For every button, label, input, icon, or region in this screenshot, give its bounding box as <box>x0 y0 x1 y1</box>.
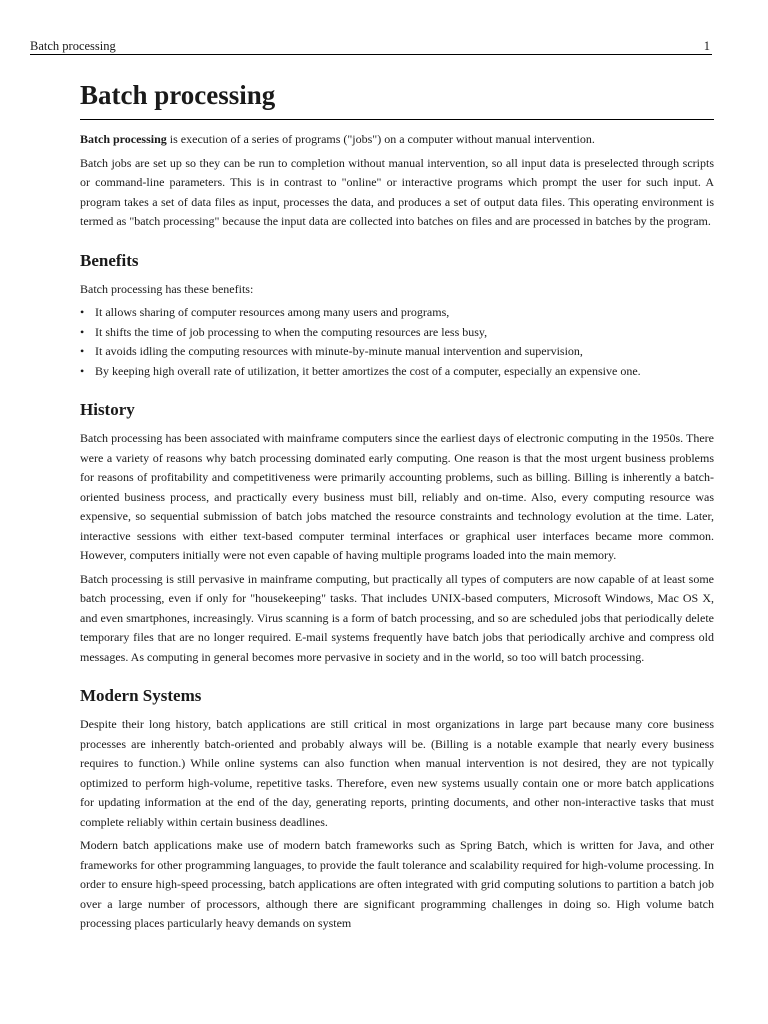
bullet-marker: • <box>80 363 85 378</box>
intro-paragraph-2: Batch jobs are set up so they can be run to completion without manual intervention, so all input data is preselected through scripts or command-line parameters. This is in contrast to "online" or interactive programs which prompt the user for such input. A program takes a set of data files as input, processes the data, and produces a set of output data files. This operating environment is termed as "batch processing" because the input data are collected into batches on files and are processed in batches by the program. <box>80 155 714 228</box>
section-heading-benefits: Benefits <box>80 250 139 270</box>
modern-paragraph-1: Despite their long history, batch applications are still critical in most organizations in large part because many core business processes are inherently batch-oriented and probably always will be. (Billing is a notable example that nearly every business requires to function.) While online systems can also function when manual intervention is not desired, they are not typically optimized to perform high-volume, repetitive tasks. Therefore, even new systems usually contain one or more batch applications for updating information at the end of the day, generating reports, printing documents, and other non-interactive tasks that must complete reliably within certain business deadlines. <box>80 717 714 829</box>
bullet-marker: • <box>80 305 85 319</box>
history-paragraph-1: Batch processing has been associated with mainframe computers since the earliest days of electronic computing in the 1950s. There were a variety of reasons why batch processing dominated early computing. One reason is that the most urgent business problems for reasons of profitability and competitiveness were primarily accounting problems, such as billing. Billing is inherently a batch-oriented business process, and practically every business must bill, reliably and on-time. Also, every computing resource was expensive, so sequential submission of batch jobs matched the resource constraints and technology evolution at the time. Later, interactive sessions with either text-based computer terminal interfaces or graphical user interfaces became more common. However, computers initially were not even capable of having multiple programs loaded into the main memory. <box>80 431 714 562</box>
intro-definition: is execution of a series of programs ("jobs") on a computer without manual intervention. <box>166 132 595 146</box>
list-item-text: It allows sharing of computer resources among many users and programs, <box>95 305 450 319</box>
list-item <box>80 323 714 343</box>
article-body <box>80 76 714 938</box>
section-heading-modern-systems: Modern Systems <box>80 686 202 705</box>
list-item-text: It shifts the time of job processing to when the computing resources are less busy, <box>95 324 488 339</box>
list-item <box>80 303 714 323</box>
article-title: Batch processing <box>80 76 714 120</box>
modern-paragraph-2: Modern batch applications make use of modern batch frameworks such as Spring Batch, which is written for Java, and other frameworks for other programming languages, to provide the fault tolerance and scalability required for high-volume processing. In order to ensure high-speed processing, batch applications are often integrated with grid computing solutions to partition a batch job over a large number of processors, although there are significant programming challenges in doing so. High volume batch processing places particularly heavy demands on system <box>80 838 714 930</box>
list-item <box>80 362 714 382</box>
history-paragraph-2: Batch processing is still pervasive in mainframe computing, but practically all types of computers are now capable of at least some batch processing, even if only for "housekeeping" tasks. That includes UNIX-based computers, Microsoft Windows, Mac OS X, and even smartphones, increasingly. Virus scanning is a form of batch processing, and so are scheduled jobs that periodically delete temporary files that are no longer required. E-mail systems frequently have batch jobs that periodically archive and compress old messages. As computing in general becomes more pervasive in society and in the world, so too will batch processing. <box>80 571 714 664</box>
section-heading-history: History <box>80 400 135 419</box>
running-header <box>30 38 712 55</box>
bullet-marker: • <box>80 324 85 339</box>
page-number: 1 <box>703 39 710 53</box>
benefits-intro: Batch processing has these benefits: <box>80 281 254 296</box>
intro-paragraph <box>80 130 714 150</box>
list-item <box>80 342 714 362</box>
bullet-marker: • <box>80 344 85 358</box>
list-item-text: By keeping high overall rate of utilization, it better amortizes the cost of a computer, especially an expensive one. <box>95 363 641 378</box>
intro-term: Batch processing <box>80 132 167 146</box>
benefits-list <box>80 303 714 381</box>
running-title: Batch processing <box>30 39 116 53</box>
list-item-text: It avoids idling the computing resources with minute-by-minute manual intervention and supervision, <box>95 344 583 358</box>
